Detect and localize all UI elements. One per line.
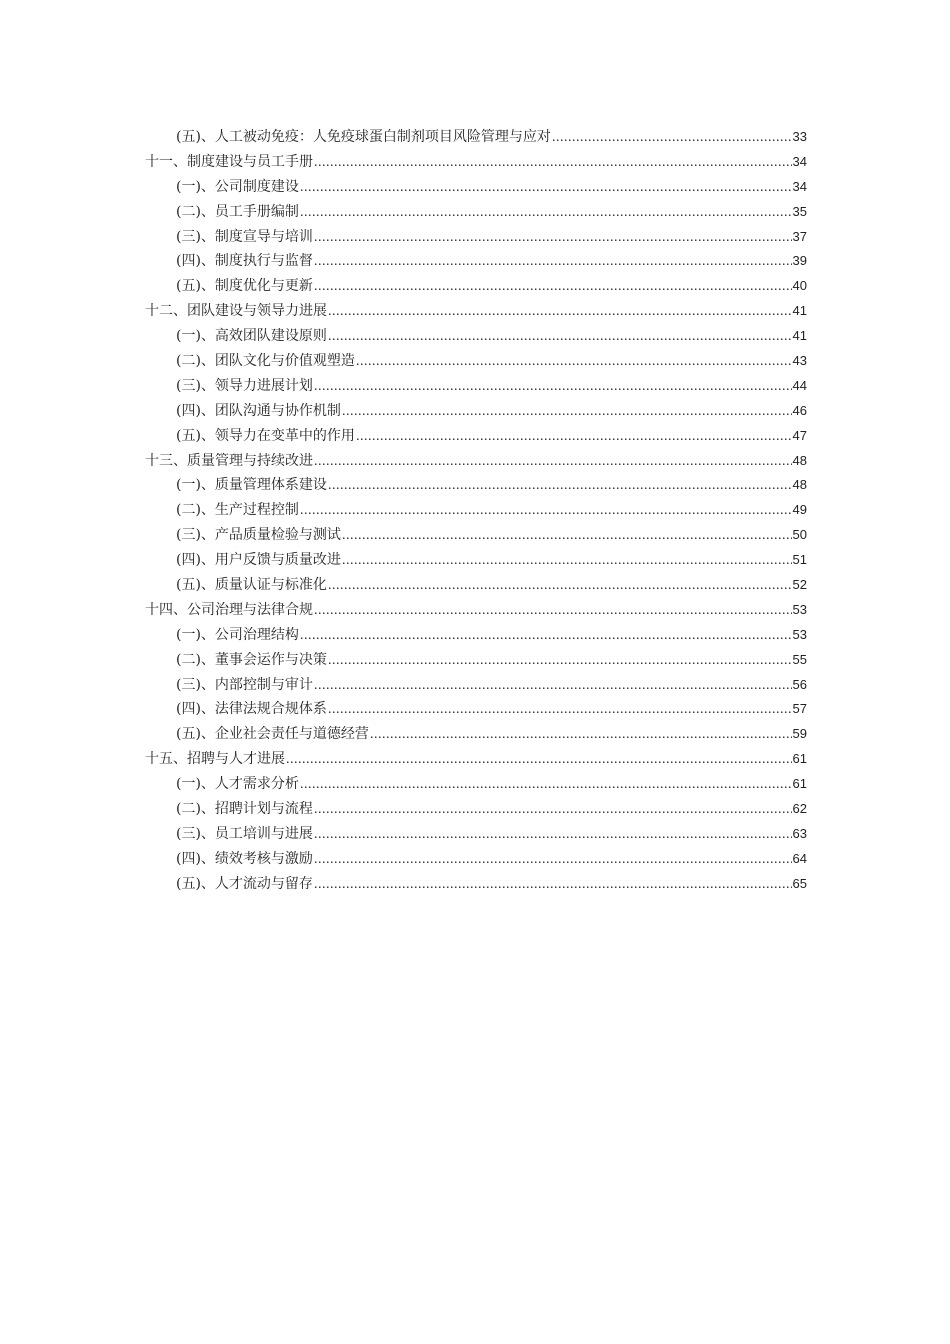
toc-page-number: 48 bbox=[792, 477, 807, 493]
toc-page-number: 41 bbox=[792, 328, 807, 344]
toc-dot-leader bbox=[300, 498, 792, 524]
toc-dot-leader bbox=[328, 473, 792, 499]
toc-chapter-entry[interactable] bbox=[145, 150, 807, 175]
toc-page-number: 43 bbox=[792, 353, 807, 369]
toc-dot-leader bbox=[328, 648, 792, 674]
toc-page-number: 34 bbox=[792, 153, 807, 169]
toc-dot-leader bbox=[314, 374, 792, 400]
toc-section-entry[interactable] bbox=[145, 498, 807, 523]
toc-dot-leader bbox=[314, 673, 792, 699]
toc-entry-title: (三)、领导力进展计划 bbox=[176, 377, 313, 394]
toc-page-number: 62 bbox=[792, 801, 807, 817]
toc-entry-title: (一)、质量管理体系建设 bbox=[176, 477, 327, 494]
toc-entry-title: (五)、制度优化与更新 bbox=[176, 278, 313, 295]
toc-section-entry[interactable] bbox=[145, 548, 807, 573]
toc-chapter-entry[interactable] bbox=[145, 299, 807, 324]
toc-entry-title: (二)、招聘计划与流程 bbox=[176, 801, 313, 818]
toc-page-number: 50 bbox=[792, 527, 807, 543]
toc-page-number: 41 bbox=[792, 303, 807, 319]
toc-section-entry[interactable] bbox=[145, 200, 807, 225]
toc-dot-leader bbox=[356, 424, 792, 450]
toc-dot-leader bbox=[314, 150, 792, 176]
toc-page-number: 53 bbox=[792, 601, 807, 617]
toc-page-number: 55 bbox=[792, 651, 807, 667]
toc-dot-leader bbox=[300, 772, 792, 798]
toc-dot-leader bbox=[314, 847, 792, 873]
toc-chapter-entry[interactable] bbox=[145, 747, 807, 772]
toc-page-number: 64 bbox=[792, 850, 807, 866]
toc-dot-leader bbox=[552, 125, 792, 151]
toc-section-entry[interactable] bbox=[145, 399, 807, 424]
toc-dot-leader bbox=[314, 274, 792, 300]
toc-dot-leader bbox=[286, 747, 792, 773]
toc-page-number: 56 bbox=[792, 676, 807, 692]
toc-page-number: 63 bbox=[792, 825, 807, 841]
toc-dot-leader bbox=[314, 449, 792, 475]
toc-entry-title: 十二、团队建设与领导力进展 bbox=[145, 303, 327, 320]
toc-page-number: 46 bbox=[792, 402, 807, 418]
toc-dot-leader bbox=[314, 249, 792, 275]
toc-section-entry[interactable] bbox=[145, 424, 807, 449]
toc-entry-title: (三)、员工培训与进展 bbox=[176, 825, 313, 842]
toc-entry-title: (四)、绩效考核与激励 bbox=[176, 850, 313, 867]
toc-page-number: 37 bbox=[792, 228, 807, 244]
toc-entry-title: 十一、制度建设与员工手册 bbox=[145, 153, 313, 170]
toc-entry-title: (二)、董事会运作与决策 bbox=[176, 651, 327, 668]
toc-section-entry[interactable] bbox=[145, 225, 807, 250]
toc-page-number: 35 bbox=[792, 203, 807, 219]
toc-dot-leader bbox=[328, 697, 792, 723]
toc-entry-title: 十三、质量管理与持续改进 bbox=[145, 452, 313, 469]
toc-entry-title: (四)、制度执行与监督 bbox=[176, 253, 313, 270]
toc-section-entry[interactable] bbox=[145, 872, 807, 897]
toc-entry-title: (二)、员工手册编制 bbox=[176, 203, 299, 220]
toc-page-number: 47 bbox=[792, 427, 807, 443]
toc-dot-leader bbox=[328, 573, 792, 599]
toc-entry-title: (三)、制度宣导与培训 bbox=[176, 228, 313, 245]
toc-entry-title: (四)、法律法规合规体系 bbox=[176, 701, 327, 718]
toc-section-entry[interactable] bbox=[145, 673, 807, 698]
toc-entry-title: (五)、人工被动免疫：人免疫球蛋白制剂项目风险管理与应对 bbox=[176, 129, 551, 145]
toc-dot-leader bbox=[370, 722, 792, 748]
toc-section-entry[interactable] bbox=[145, 573, 807, 598]
toc-section-entry[interactable] bbox=[145, 274, 807, 299]
toc-section-entry[interactable] bbox=[145, 697, 807, 722]
toc-entry-title: (一)、人才需求分析 bbox=[176, 776, 299, 793]
toc-entry-title: (一)、高效团队建设原则 bbox=[176, 328, 327, 345]
toc-dot-leader bbox=[314, 225, 792, 251]
toc-page-number: 52 bbox=[792, 577, 807, 593]
toc-dot-leader bbox=[300, 623, 792, 649]
toc-entry-title: 十四、公司治理与法律合规 bbox=[145, 601, 313, 618]
toc-section-entry[interactable] bbox=[145, 648, 807, 673]
toc-dot-leader bbox=[328, 299, 792, 325]
toc-section-entry[interactable] bbox=[145, 722, 807, 747]
toc-chapter-entry[interactable] bbox=[145, 449, 807, 474]
table-of-contents bbox=[145, 125, 807, 897]
toc-entry-title: (三)、内部控制与审计 bbox=[176, 676, 313, 693]
toc-section-entry[interactable] bbox=[145, 473, 807, 498]
toc-dot-leader bbox=[356, 349, 792, 375]
toc-entry-title: 十五、招聘与人才进展 bbox=[145, 751, 285, 768]
toc-dot-leader bbox=[300, 200, 792, 226]
toc-chapter-entry[interactable] bbox=[145, 598, 807, 623]
toc-page-number: 33 bbox=[792, 129, 807, 144]
toc-page-number: 61 bbox=[792, 776, 807, 792]
toc-page-number: 34 bbox=[792, 178, 807, 194]
toc-dot-leader bbox=[314, 797, 792, 823]
toc-entry-title: (三)、产品质量检验与测试 bbox=[176, 527, 341, 544]
toc-section-entry[interactable] bbox=[145, 797, 807, 822]
toc-section-entry[interactable] bbox=[145, 822, 807, 847]
toc-page-number: 39 bbox=[792, 253, 807, 269]
toc-section-entry[interactable] bbox=[145, 175, 807, 200]
toc-page-number: 48 bbox=[792, 452, 807, 468]
toc-page-number: 49 bbox=[792, 502, 807, 518]
toc-entry-title: (四)、团队沟通与协作机制 bbox=[176, 402, 341, 419]
toc-dot-leader bbox=[314, 598, 792, 624]
toc-entry-title: (二)、生产过程控制 bbox=[176, 502, 299, 519]
toc-dot-leader bbox=[300, 175, 792, 201]
toc-entry-title: (五)、领导力在变革中的作用 bbox=[176, 427, 355, 444]
toc-section-entry[interactable] bbox=[145, 324, 807, 349]
toc-page-number: 40 bbox=[792, 278, 807, 294]
toc-entry-title: (一)、公司制度建设 bbox=[176, 178, 299, 195]
toc-page-number: 61 bbox=[792, 751, 807, 767]
toc-page-number: 65 bbox=[792, 875, 807, 891]
toc-entry-title: (四)、用户反馈与质量改进 bbox=[176, 552, 341, 569]
toc-entry-title: (二)、团队文化与价值观塑造 bbox=[176, 353, 355, 370]
toc-dot-leader bbox=[328, 324, 792, 350]
toc-entry-title: (一)、公司治理结构 bbox=[176, 626, 299, 643]
toc-section-entry[interactable] bbox=[145, 847, 807, 872]
toc-dot-leader bbox=[342, 399, 792, 425]
toc-section-entry[interactable] bbox=[145, 125, 807, 150]
toc-entry-title: (五)、质量认证与标准化 bbox=[176, 577, 327, 594]
toc-page-number: 51 bbox=[792, 552, 807, 568]
toc-section-entry[interactable] bbox=[145, 523, 807, 548]
toc-section-entry[interactable] bbox=[145, 249, 807, 274]
toc-entry-title: (五)、人才流动与留存 bbox=[176, 875, 313, 892]
toc-page-number: 59 bbox=[792, 726, 807, 742]
toc-page-number: 53 bbox=[792, 626, 807, 642]
toc-page-number: 57 bbox=[792, 701, 807, 717]
toc-entry-title: (五)、企业社会责任与道德经营 bbox=[176, 726, 369, 743]
toc-section-entry[interactable] bbox=[145, 374, 807, 399]
toc-section-entry[interactable] bbox=[145, 623, 807, 648]
toc-dot-leader bbox=[314, 822, 792, 848]
toc-dot-leader bbox=[314, 872, 792, 898]
toc-dot-leader bbox=[342, 523, 792, 549]
toc-section-entry[interactable] bbox=[145, 772, 807, 797]
toc-page-number: 44 bbox=[792, 377, 807, 393]
toc-section-entry[interactable] bbox=[145, 349, 807, 374]
toc-dot-leader bbox=[342, 548, 792, 574]
